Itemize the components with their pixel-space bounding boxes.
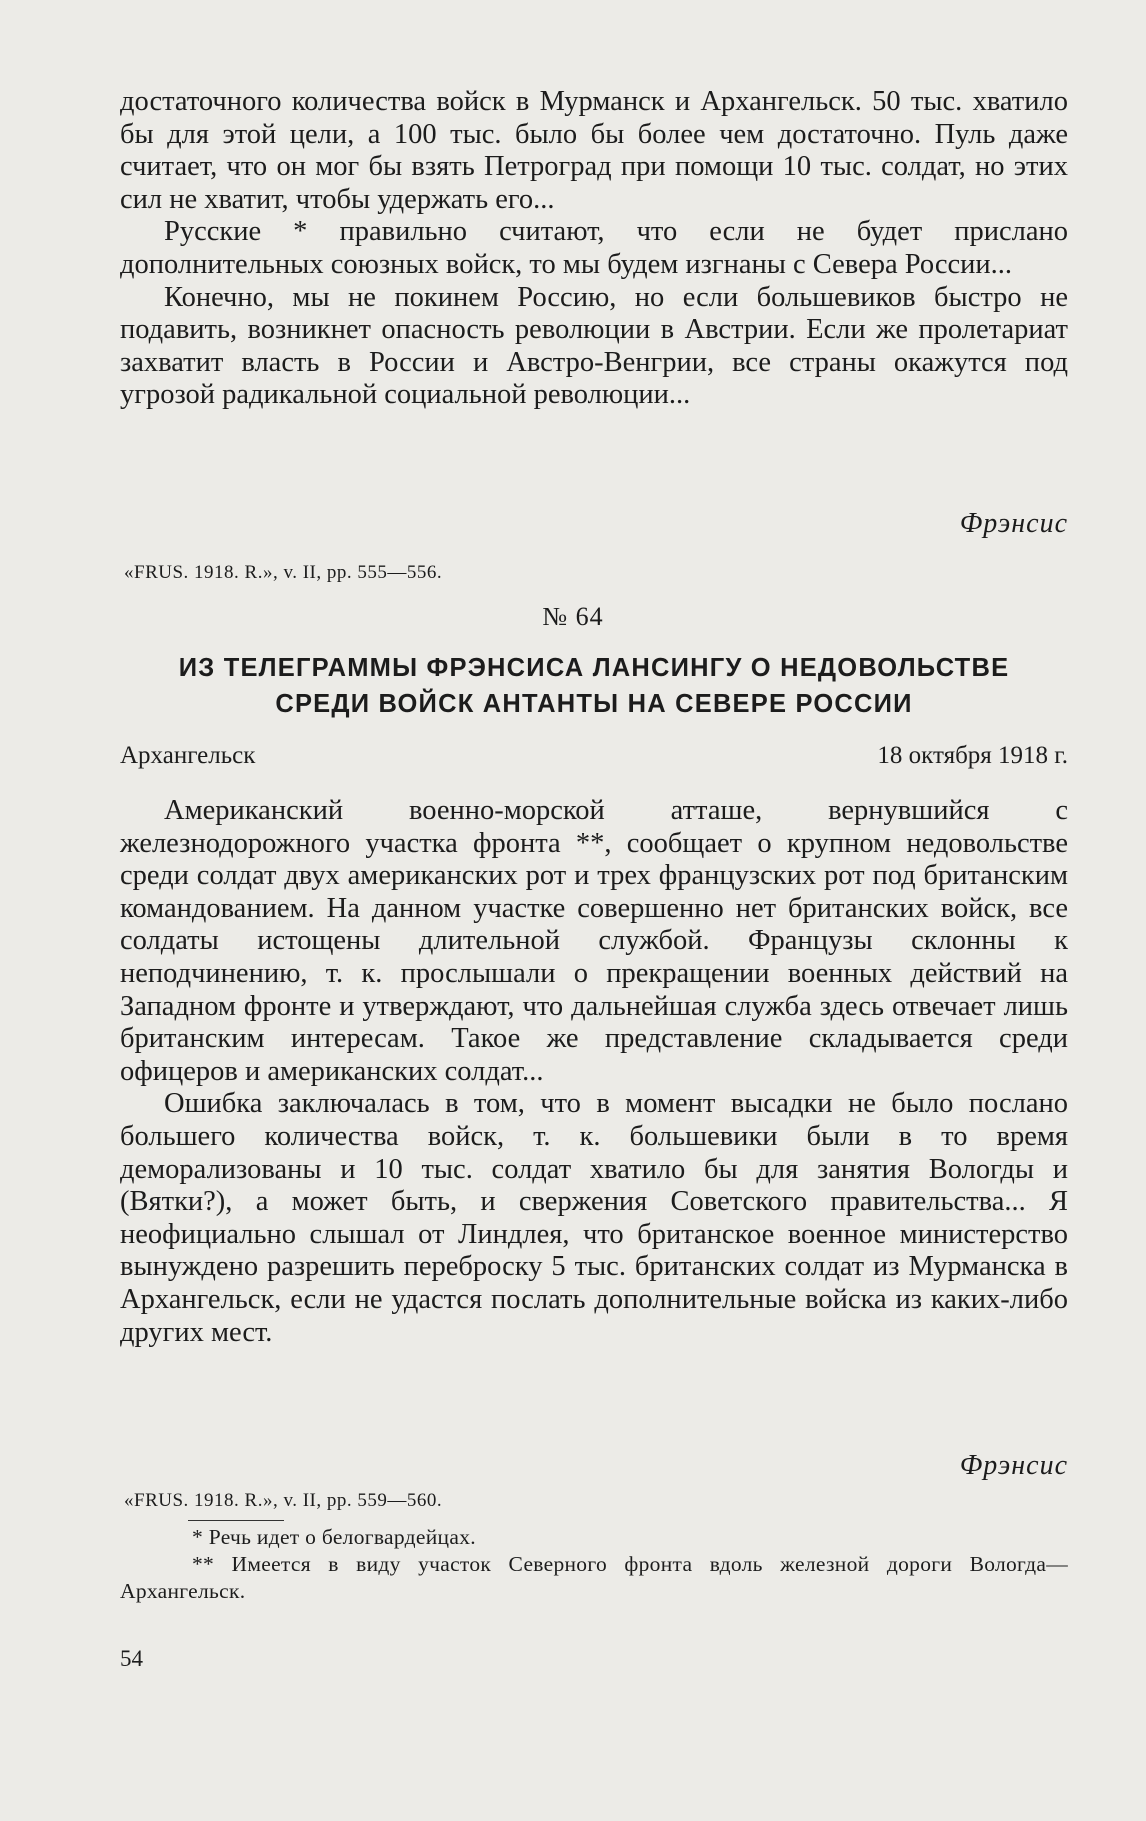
footnote-1: * Речь идет о белогвардейцах. (192, 1525, 476, 1549)
place-date-line (120, 742, 1068, 770)
footnote-divider (188, 1520, 284, 1521)
document-heading (120, 650, 1068, 722)
footnote-2: ** Имеется в виду участок Северного фронта вдоль железной дороги Вологда—Архангельск. (120, 1552, 1068, 1603)
document-number: № 64 (542, 602, 604, 631)
paragraph-attache: Американский военно-морской атташе, вернувшийся с железнодорожного участка фронта **, сообщает о крупном недовольстве среди солдат двух американских рот и трех французских рот под британским командованием. На данном участке совершенно нет британских войск, все солдаты истощены длительной службой. Французы склонны к неподчинению, т. к. прослышали о прекращении военных действий на Западном фронте и утверждают, что дальнейшая служба здесь отвечает лишь британским интересам. Такое же представление складывается среди офицеров и американских солдат... (120, 795, 1068, 1087)
place: Архангельск (120, 742, 256, 769)
signature-francis-2: Фрэнсис (959, 1450, 1068, 1481)
top-text-block (120, 86, 1068, 412)
heading-line-2: СРЕДИ ВОЙСК АНТАНТЫ НА СЕВЕРЕ РОССИИ (275, 690, 913, 718)
source-citation-2: «FRUS. 1918. R.», v. II, pp. 559—560. (124, 1490, 443, 1511)
page-number: 54 (120, 1646, 143, 1671)
telegram-text-block (120, 795, 1068, 1349)
paragraph-bolsheviks: Конечно, мы не покинем Россию, но если большевиков быстро не подавить, возникнет опасность революции в Австрии. Если же пролетариат захватит власть в России и Австро-Венгрии, все страны окажутся под угрозой радикальной социальной революции... (120, 281, 1068, 411)
paragraph-mistake: Ошибка заключалась в том, что в момент высадки не было послано большего количества войск, т. к. большевики были в то время деморализованы и 10 тыс. солдат хватило бы для занятия Вологды и (Вятки?), а может быть, и свержения Советского правительства... Я неофициально слышал от Линдлея, что британское военное министерство вынуждено разрешить переброску 5 тыс. британских солдат из Мурманска в Архангельск, если не удастся послать дополнительные войска из каких-либо других мест. (120, 1088, 1068, 1348)
paragraph-russians: Русские * правильно считают, что если не будет прислано дополнительных союзных войск, то мы будем изгнаны с Севера России... (120, 216, 1068, 280)
heading-line-1: ИЗ ТЕЛЕГРАММЫ ФРЭНСИСА ЛАНСИНГУ О НЕДОВОЛЬСТВЕ (178, 654, 1010, 682)
paragraph-continued: достаточного количества войск в Мурманск и Архангельск. 50 тыс. хватило бы для этой цели, а 100 тыс. было бы более чем достаточно. Пуль даже считает, что он мог бы взять Петроград при помощи 10 тыс. солдат, но этих сил не хватит, чтобы удержать его... (120, 86, 1068, 215)
footnotes (120, 1524, 1068, 1605)
signature-francis-1: Фрэнсис (959, 508, 1068, 539)
date: 18 октября 1918 г. (877, 742, 1068, 769)
source-citation-1: «FRUS. 1918. R.», v. II, pp. 555—556. (124, 562, 443, 583)
